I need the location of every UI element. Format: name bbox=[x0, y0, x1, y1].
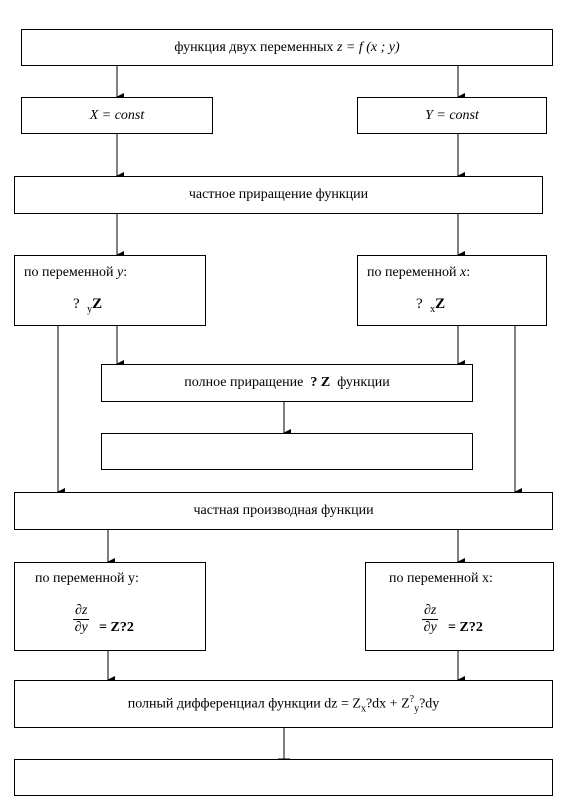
total-differential-sub-x: x bbox=[360, 703, 366, 715]
derivative-y-result: = Z?2 bbox=[99, 620, 134, 635]
y-const-label: Y = const bbox=[425, 107, 479, 123]
derivative-x-result: = Z?2 bbox=[448, 620, 483, 635]
derivative-y-numerator: ∂z bbox=[75, 603, 88, 618]
derivative-y-denominator: ∂y bbox=[74, 620, 88, 635]
x-const-label: X = const bbox=[89, 107, 145, 123]
empty-formula-box bbox=[101, 433, 473, 470]
x-const-box bbox=[21, 97, 213, 134]
derivative-y-box bbox=[14, 562, 206, 651]
y-const-box bbox=[357, 97, 547, 134]
derivative-y-fraction bbox=[73, 603, 89, 636]
derivative-y-label: по переменной y: bbox=[35, 571, 139, 586]
partial-increment-x-sub: x bbox=[430, 304, 436, 315]
total-increment-symbol: ? Z bbox=[310, 375, 331, 390]
total-increment-suffix: функции bbox=[337, 375, 390, 390]
total-increment-box bbox=[101, 364, 473, 402]
total-increment-prefix: полное приращение bbox=[184, 375, 304, 390]
derivative-x-box bbox=[365, 562, 554, 651]
empty-differential-box bbox=[14, 759, 553, 796]
partial-increment-x-label: по переменной bbox=[367, 265, 457, 280]
function-title-prefix: функция двух переменных bbox=[174, 39, 334, 55]
function-title-formula: z = f (x ; y) bbox=[336, 39, 400, 55]
total-differential-text: полный дифференциал функции dz = Z bbox=[127, 696, 361, 712]
partial-derivative-box bbox=[14, 492, 553, 530]
total-differential-box bbox=[14, 680, 553, 728]
partial-increment-box bbox=[14, 176, 543, 214]
partial-increment-y-z: Z bbox=[92, 296, 103, 312]
total-differential-tail: ?dy bbox=[419, 696, 440, 712]
derivative-x-denominator: ∂y bbox=[423, 620, 437, 635]
partial-increment-x-z: Z bbox=[435, 296, 446, 312]
partial-increment-x-var: x bbox=[459, 265, 467, 280]
derivative-x-fraction bbox=[422, 603, 438, 636]
partial-increment-y-sub: y bbox=[87, 304, 93, 315]
total-differential-formula bbox=[128, 694, 440, 714]
derivative-x-label: по переменной x: bbox=[389, 571, 493, 586]
partial-increment-x-box: по переменной x: ? $_x$Z bbox=[357, 255, 547, 326]
total-differential-sub-y: y bbox=[414, 703, 420, 715]
total-differential-sup: ? bbox=[409, 693, 415, 705]
function-two-variables-box bbox=[21, 29, 553, 66]
partial-derivative-title: частная производная функции bbox=[193, 503, 374, 518]
partial-increment-y-symbol: ? bbox=[73, 296, 80, 312]
total-differential-mid: ?dx + Z bbox=[365, 696, 410, 712]
partial-increment-x-symbol: ? bbox=[416, 296, 423, 312]
partial-increment-title: частное приращение функции bbox=[188, 187, 369, 202]
partial-increment-y-box: по переменной y: ? $_y$Z bbox=[14, 255, 206, 326]
derivative-x-numerator: ∂z bbox=[424, 603, 437, 618]
partial-increment-y-var: y bbox=[116, 265, 124, 280]
partial-increment-y-label: по переменной bbox=[24, 265, 114, 280]
